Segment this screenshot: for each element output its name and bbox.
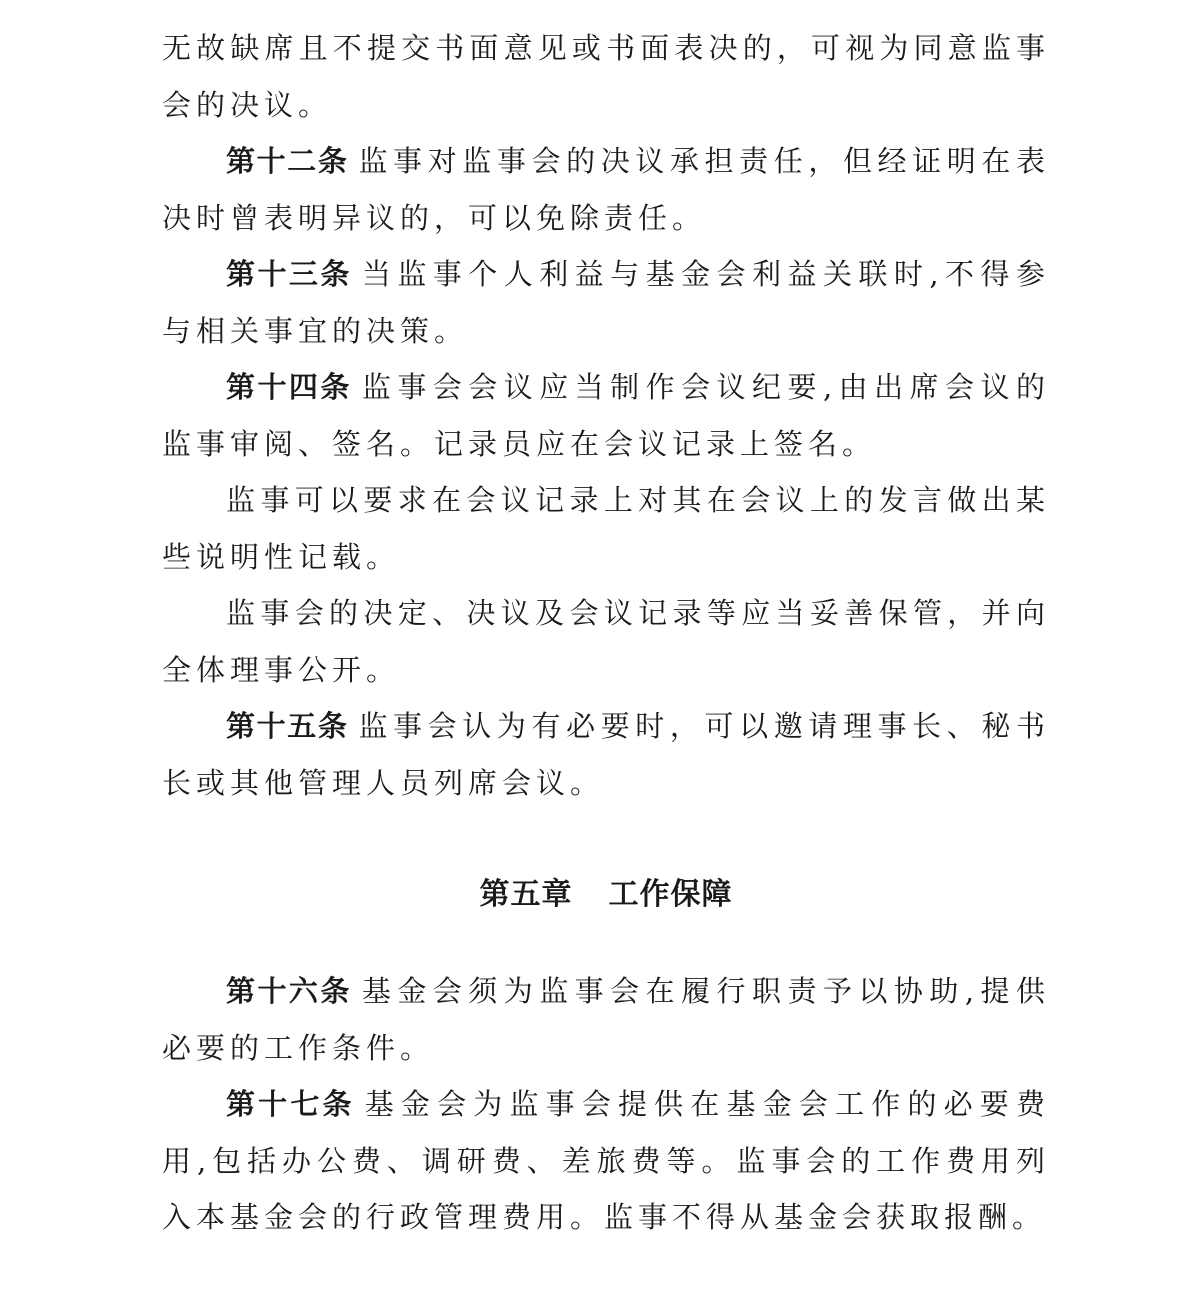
article-13	[162, 246, 1050, 359]
paragraph-text: 监事可以要求在会议记录上对其在会议上的发言做出某些说明性记载。	[162, 483, 1050, 574]
document-page	[162, 20, 1050, 1246]
article-number: 第十四条	[226, 370, 352, 404]
paragraph	[162, 585, 1050, 698]
article-text: 当监事个人利益与基金会利益关联时,不得参与相关事宜的决策。	[162, 257, 1050, 348]
article-text: 基金会为监事会提供在基金会工作的必要费用,包括办公费、调研费、差旅费等。监事会的工作费用列入本基金会的行政管理费用。监事不得从基金会获取报酬。	[162, 1087, 1050, 1234]
chapter-number: 第五章	[479, 877, 573, 912]
article-17	[162, 1076, 1050, 1246]
article-15	[162, 698, 1050, 811]
article-text: 监事对监事会的决议承担责任，但经证明在表决时曾表明异议的，可以免除责任。	[162, 144, 1050, 235]
article-number: 第十五条	[226, 709, 349, 743]
article-number: 第十二条	[226, 144, 349, 178]
article-text: 基金会须为监事会在履行职责予以协助,提供必要的工作条件。	[162, 974, 1050, 1065]
article-16	[162, 963, 1050, 1076]
article-number: 第十三条	[226, 257, 352, 291]
chapter-heading	[162, 867, 1050, 923]
paragraph	[162, 472, 1050, 585]
article-number: 第十七条	[226, 1087, 355, 1121]
article-14	[162, 359, 1050, 472]
article-text: 监事会认为有必要时，可以邀请理事长、秘书长或其他管理人员列席会议。	[162, 709, 1050, 800]
paragraph-text: 监事会的决定、决议及会议记录等应当妥善保管，并向全体理事公开。	[162, 596, 1050, 687]
paragraph-text: 无故缺席且不提交书面意见或书面表决的，可视为同意监事会的决议。	[162, 31, 1050, 122]
chapter-title: 工作保障	[608, 877, 733, 912]
article-number: 第十六条	[226, 974, 352, 1008]
paragraph-continuation	[162, 20, 1050, 133]
article-text: 监事会会议应当制作会议纪要,由出席会议的监事审阅、签名。记录员应在会议记录上签名。	[162, 370, 1050, 461]
article-12	[162, 133, 1050, 246]
